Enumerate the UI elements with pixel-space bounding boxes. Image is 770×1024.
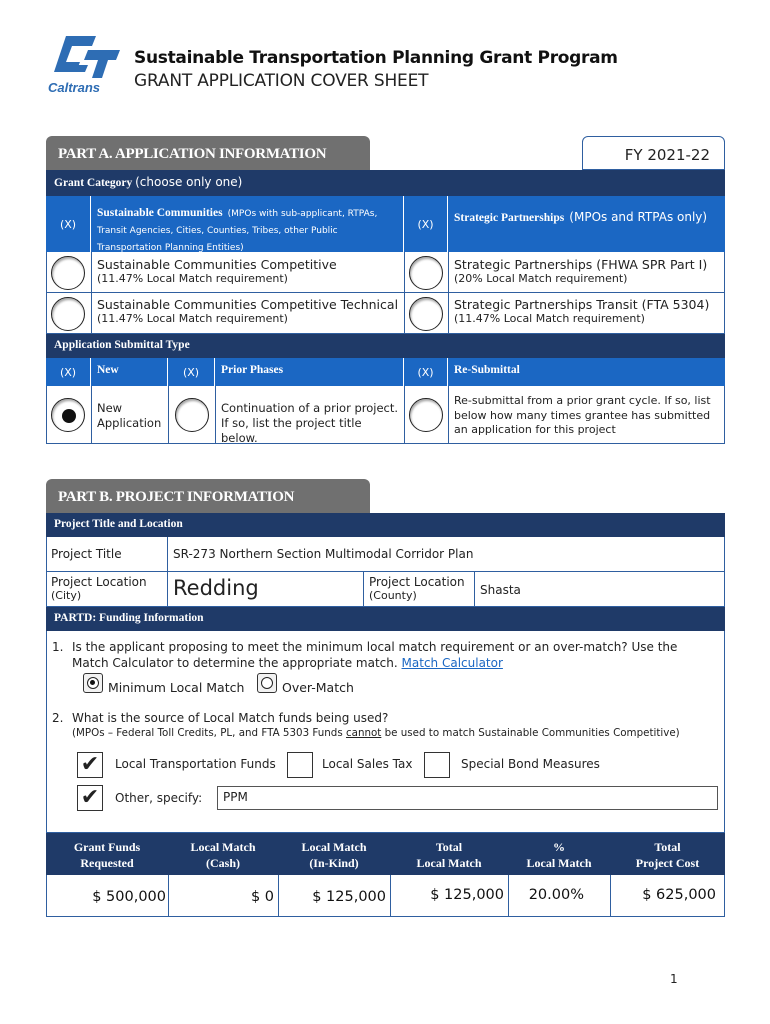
col-new: New <box>91 358 168 386</box>
q1-number: 1. <box>52 640 64 654</box>
value-total-local-match: $ 125,000 <box>430 887 504 903</box>
local-transportation-funds-label: Local Transportation Funds <box>115 757 276 771</box>
funding-info-bar: PARTD: Funding Information <box>46 607 725 631</box>
option-sp-transit: Strategic Partnerships Transit (FTA 5304) (11.47% Local Match requirement) <box>454 297 710 325</box>
sp-title: Strategic Partnerships <box>454 212 565 224</box>
value-total-project-cost: $ 625,000 <box>642 887 716 903</box>
title-location-bar: Project Title and Location <box>46 513 725 537</box>
value-local-match-cash[interactable]: $ 0 <box>250 889 274 905</box>
option-sp-fhwa: Strategic Partnerships (FHWA SPR Part I) (20% Local Match requirement) <box>454 257 708 285</box>
checkbox-local-transportation-funds[interactable]: ✔ <box>77 752 103 778</box>
part-b-tab: PART B. PROJECT INFORMATION <box>46 479 370 513</box>
sc-header <box>91 196 404 252</box>
checkbox-special-bond-measures[interactable] <box>424 752 450 778</box>
location-county-value[interactable]: Shasta <box>480 583 521 597</box>
minimum-match-label: Minimum Local Match <box>108 680 245 695</box>
radio-new-application[interactable] <box>51 398 85 432</box>
col-resubmittal: Re-Submittal <box>454 364 520 376</box>
prior-phases-label: Continuation of a prior project. If so, list the project title below. <box>221 401 399 445</box>
radio-minimum-match[interactable] <box>83 673 103 693</box>
page-subtitle: GRANT APPLICATION COVER SHEET <box>134 71 429 91</box>
q2-text: What is the source of Local Match funds being used? <box>72 711 389 725</box>
th-total-local-match: Total Local Match <box>390 839 508 871</box>
checkbox-local-sales-tax[interactable] <box>287 752 313 778</box>
q2-note: (MPOs – Federal Toll Credits, PL, and FTA 5303 Funds cannot be used to match Sustainable Communities Competitive) <box>72 727 680 739</box>
sc-title: Sustainable Communities <box>97 207 223 219</box>
radio-resubmittal[interactable] <box>409 398 443 432</box>
sc-x-marker: (X) <box>46 196 91 252</box>
radio-sp-fhwa[interactable] <box>409 256 443 290</box>
location-county-label: Project Location (County) <box>369 575 465 602</box>
radio-sp-transit[interactable] <box>409 297 443 331</box>
radio-sc-technical[interactable] <box>51 297 85 331</box>
new-application-label: New Application <box>97 401 162 430</box>
logo-text: Caltrans <box>48 80 101 95</box>
th-local-match-inkind: Local Match (In-Kind) <box>278 839 390 871</box>
value-local-match-inkind[interactable]: $ 125,000 <box>312 889 386 905</box>
col-prior-phases: Prior Phases <box>215 358 404 386</box>
match-calculator-link[interactable]: Match Calculator <box>401 656 503 670</box>
grant-category-bar <box>46 170 725 196</box>
submittal-bar: Application Submittal Type <box>46 334 725 358</box>
value-grant-funds[interactable]: $ 500,000 <box>92 889 166 905</box>
location-city-value[interactable]: Redding <box>173 576 259 600</box>
caltrans-logo <box>44 32 122 100</box>
special-bond-measures-label: Special Bond Measures <box>461 757 600 771</box>
sp-x-marker: (X) <box>404 196 448 252</box>
th-local-match-cash: Local Match (Cash) <box>168 839 278 871</box>
part-a-tab: PART A. APPLICATION INFORMATION <box>46 136 370 170</box>
th-percent-local-match: % Local Match <box>508 839 610 871</box>
sp-desc: (MPOs and RTPAs only) <box>569 210 708 224</box>
option-sc-technical: Sustainable Communities Competitive Technical (11.47% Local Match requirement) <box>97 297 399 325</box>
grant-category-hint: (choose only one) <box>135 175 243 189</box>
over-match-label: Over-Match <box>282 680 354 695</box>
q1-line1: Is the applicant proposing to meet the minimum local match requirement or an over-match? Use the <box>72 640 678 654</box>
value-percent-local-match: 20.00% <box>528 887 584 903</box>
location-city-label: Project Location (City) <box>51 575 147 602</box>
grant-category-label: Grant Category <box>54 177 133 189</box>
fiscal-year: FY 2021-22 <box>582 136 725 170</box>
resub-x-marker: (X) <box>404 358 448 386</box>
new-x-marker: (X) <box>46 358 91 386</box>
other-specify-label: Other, specify: <box>115 791 203 805</box>
project-title-label: Project Title <box>51 547 122 561</box>
sp-header <box>448 196 725 252</box>
sc-desc: (MPOs with sub-applicant, RTPAs, Transit Agencies, Cities, Counties, Tribes, other Public Transportation Planning Entities) <box>97 209 378 253</box>
option-sc-competitive: Sustainable Communities Competitive (11.47% Local Match requirement) <box>97 257 337 285</box>
q1-line2: Match Calculator to determine the appropriate match. Match Calculator <box>72 656 503 670</box>
checkbox-other[interactable]: ✔ <box>77 785 103 811</box>
page-number: 1 <box>670 972 678 986</box>
other-specify-input[interactable]: PPM <box>217 786 718 810</box>
radio-prior-phases[interactable] <box>175 398 209 432</box>
project-title-value[interactable]: SR-273 Northern Section Multimodal Corridor Plan <box>173 547 474 561</box>
radio-over-match[interactable] <box>257 673 277 693</box>
radio-sc-competitive[interactable] <box>51 256 85 290</box>
th-total-project-cost: Total Project Cost <box>610 839 725 871</box>
prior-x-marker: (X) <box>168 358 215 386</box>
resubmittal-label: Re-submittal from a prior grant cycle. If so, list below how many times grantee has submitted an application for this project <box>454 394 711 436</box>
q2-number: 2. <box>52 711 64 725</box>
page-title: Sustainable Transportation Planning Grant Program <box>134 48 618 68</box>
th-grant-funds: Grant Funds Requested <box>46 839 168 871</box>
local-sales-tax-label: Local Sales Tax <box>322 757 413 771</box>
